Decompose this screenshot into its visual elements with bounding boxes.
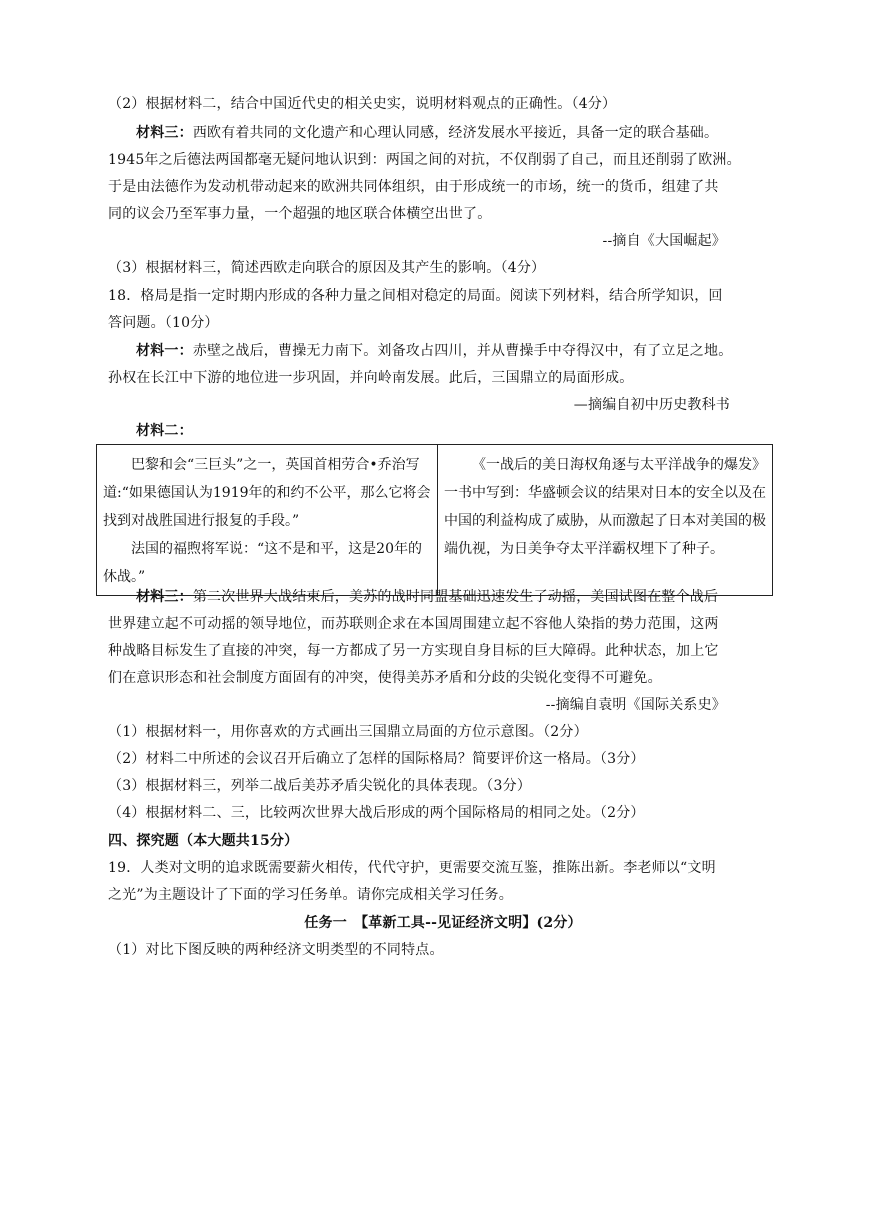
question-17-2: （2）根据材料二，结合中国近代史的相关史实，说明材料观点的正确性。（4分）: [108, 96, 617, 112]
question-18-1: （1）根据材料一，用你喜欢的方式画出三国鼎立局面的方位示意图。（2分）: [108, 724, 588, 740]
material-18-3-line-4: 们在意识形态和社会制度方面固有的冲突，使得美苏矛盾和分歧的尖锐化变得不可避免。: [108, 670, 662, 686]
material-3-text-1: 西欧有着共同的文化遗产和心理认同感，经济发展水平接近，具备一定的联合基础。: [192, 125, 719, 141]
material-3-label: 材料三：: [136, 125, 193, 141]
material-18-1-line-2: 孙权在长江中下游的地位进一步巩固，并向岭南发展。此后，三国鼎立的局面形成。: [108, 370, 634, 386]
left-paragraph-1: 巴黎和会“三巨头”之一，英国首相劳合•乔治写道:“如果德国认为1919年的和约不公平，那么它将会找到对战胜国进行报复的手段。”: [103, 457, 431, 529]
task-1-question-1: （1）对比下图反映的两种经济文明类型的不同特点。: [108, 942, 444, 958]
material-3-line-3: 于是由法德作为发动机带动起来的欧洲共同体组织，由于形成统一的市场，统一的货币，组建了共: [108, 179, 719, 195]
question-17-3: （3）根据材料三，简述西欧走向联合的原因及其产生的影响。（4分）: [108, 260, 546, 276]
question-18-2: （2）材料二中所述的会议召开后确立了怎样的国际格局？简要评价这一格局。（3分）: [108, 751, 645, 767]
question-18-3: （3）根据材料三，列举二战后美苏矛盾尖锐化的具体表现。（3分）: [108, 778, 532, 794]
material-18-3-line-1: [136, 587, 778, 607]
question-19-line-1: 19．人类对文明的追求既需要薪火相传，代代守护，更需要交流互鉴，推陈出新。李老师以“文明: [108, 860, 716, 876]
material-3-line-1: [136, 123, 778, 143]
material-18-3-line-3: 种战略目标发生了直接的冲突，每一方都成了另一方实现自身目标的巨大障碍。此种状态，加上它: [108, 643, 719, 659]
material-3-source: --摘自《大国崛起》: [602, 233, 726, 249]
question-18-4: （4）根据材料二、三，比较两次世界大战后形成的两个国际格局的相同之处。（2分）: [108, 805, 645, 821]
left-paragraph-2: 法国的福煦将军说：“这不是和平，这是20年的休战。”: [103, 541, 422, 585]
material-18-2-left-cell: [97, 445, 438, 596]
material-18-3-source: --摘编自袁明《国际关系史》: [545, 697, 726, 713]
material-3-line-4: 同的议会乃至军事力量，一个超强的地区联合体横空出世了。: [108, 206, 492, 222]
task-1-heading: 任务一 【革新工具--见证经济文明】(2分）: [304, 915, 582, 931]
material-18-1-line-1: [136, 341, 778, 361]
material-18-1-label: 材料一：: [136, 343, 193, 359]
question-18-line-1: 18．格局是指一定时期内形成的各种力量之间相对稳定的局面。阅读下列材料，结合所学知识，回: [108, 288, 723, 304]
material-18-2-right-cell: [438, 445, 773, 596]
material-18-3-text-1: 第二次世界大战结束后，美苏的战时同盟基础迅速发生了动摇，美国试图在整个战后: [192, 589, 719, 605]
material-18-1-text-1: 赤壁之战后，曹操无力南下。刘备攻占四川，并从曹操手中夺得汉中，有了立足之地。: [192, 343, 733, 359]
section-4-heading: 四、探究题（本大题共15分）: [108, 833, 299, 849]
material-18-2-label: 材料二：: [136, 423, 193, 439]
right-paragraph-1: 《一战后的美日海权角逐与太平洋战争的爆发》一书中写到：华盛顿会议的结果对日本的安全以及在中国的利益构成了威胁，从而激起了日本对美国的极端仇视，为日美争夺太平洋霸权埋下了种子。: [444, 457, 766, 557]
material-18-2-table: [96, 444, 773, 596]
material-18-3-label: 材料三：: [136, 589, 193, 605]
question-18-line-2: 答问题。（10分）: [108, 315, 219, 331]
material-3-line-2: 1945年之后德法两国都毫无疑问地认识到：两国之间的对抗，不仅削弱了自己，而且还削弱了欧洲。: [108, 152, 741, 168]
material-18-1-source: —摘编自初中历史教科书: [573, 397, 730, 413]
question-19-line-2: 之光”为主题设计了下面的学习任务单。请你完成相关学习任务。: [108, 887, 513, 903]
material-18-3-line-2: 世界建立起不可动摇的领导地位，而苏联则企求在本国周围建立起不容他人染指的势力范围，这两: [108, 616, 719, 632]
